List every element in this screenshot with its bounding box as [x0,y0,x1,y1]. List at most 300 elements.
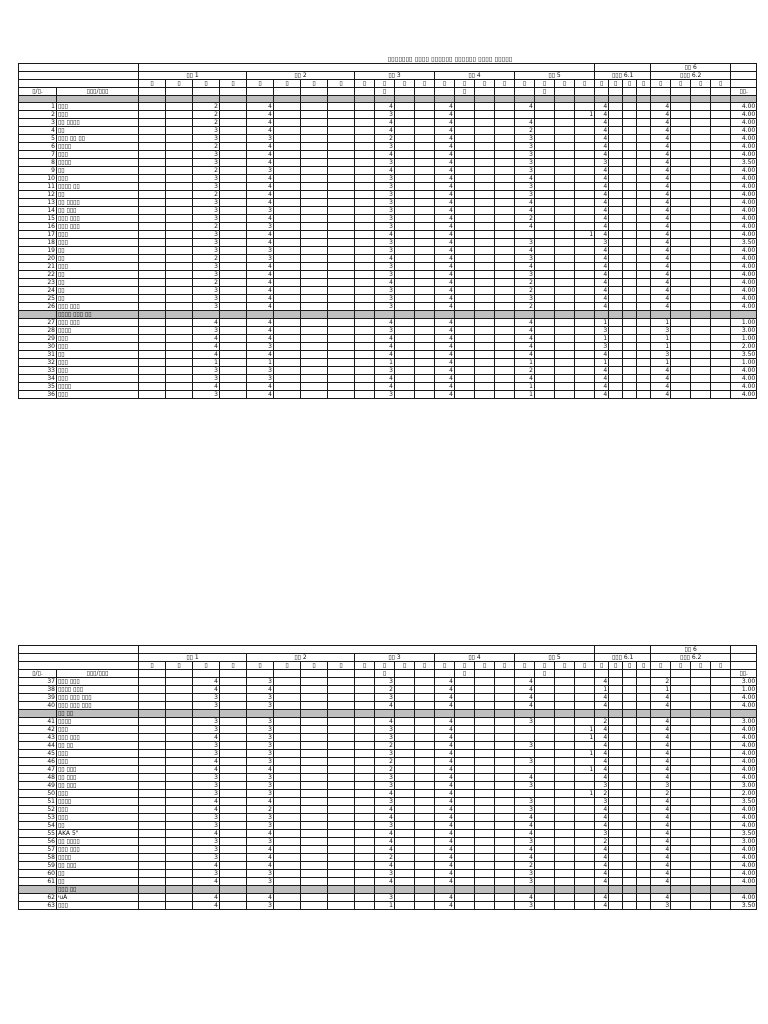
score-cell: 2 [515,127,535,135]
sub-col-box: ▯ [671,662,691,670]
score-cell [555,383,575,391]
sub-col-box: ▯ [637,662,651,670]
score-cell [535,702,555,710]
score-cell [301,726,328,734]
score-cell [575,247,595,255]
score-cell: 3 [375,111,395,119]
score-cell [455,686,475,694]
score-cell [609,279,623,287]
row-average: 4.00 [731,822,757,830]
score-cell [166,263,193,271]
score-cell [691,231,711,239]
score-cell [623,814,637,822]
score-cell [637,143,651,151]
score-cell: 2 [595,790,609,798]
sub-col-box: ▯ [691,662,711,670]
table-row [19,726,757,734]
score-cell: 4 [435,239,455,247]
table-row [19,750,757,758]
score-cell [623,279,637,287]
score-cell [395,782,415,790]
score-cell [220,734,247,742]
score-cell [455,191,475,199]
score-cell: 1 [575,790,595,798]
score-cell [691,327,711,335]
score-cell [671,175,691,183]
row-number: 35 [19,383,57,391]
score-cell [139,327,166,335]
score-cell: 4 [651,271,671,279]
score-cell: 4 [435,694,455,702]
score-cell [166,239,193,247]
score-cell [623,335,637,343]
score-cell: 4 [595,231,609,239]
score-cell [301,742,328,750]
score-cell [495,734,515,742]
table-row [19,854,757,862]
score-cell [575,822,595,830]
row-number: 37 [19,678,57,686]
sub-col-box: ▯ [623,662,637,670]
score-cell [623,806,637,814]
score-cell [475,894,495,902]
sub-col-box: ▯ [455,662,475,670]
col-name-header: ▯▯▯/▯▯▯ [57,670,139,678]
score-cell: 4 [651,726,671,734]
group-header: ▯▯ 3 [355,654,435,662]
row-number: 13 [19,199,57,207]
score-cell [395,702,415,710]
score-cell [301,359,328,367]
score-cell [166,870,193,878]
score-cell [637,878,651,886]
score-cell [274,862,301,870]
row-average: 4.00 [731,694,757,702]
score-cell [691,375,711,383]
score-cell [671,263,691,271]
row-number: 39 [19,694,57,702]
score-cell [609,830,623,838]
score-cell [355,231,375,239]
score-cell [328,830,355,838]
row-number: 15 [19,215,57,223]
score-cell: 4 [435,271,455,279]
score-cell [609,774,623,782]
score-cell: 3 [375,694,395,702]
score-cell [415,223,435,231]
score-cell [301,862,328,870]
score-cell [301,822,328,830]
score-cell [555,686,575,694]
score-cell [166,319,193,327]
score-cell [575,295,595,303]
row-number: 43 [19,734,57,742]
sub-col-box: ▯ [711,80,731,88]
score-cell [220,151,247,159]
score-cell [301,830,328,838]
sub-col-box: ▯ [495,80,515,88]
score-cell [166,191,193,199]
score-cell [671,103,691,111]
row-average: 3.00 [731,718,757,726]
score-cell [495,271,515,279]
score-cell: 4 [515,694,535,702]
score-cell [455,287,475,295]
row-average: 3.50 [731,798,757,806]
score-cell [220,718,247,726]
score-cell [495,742,515,750]
score-cell: 4 [435,231,455,239]
score-cell: 4 [375,702,395,710]
col-marker: ▯ [535,670,555,678]
score-cell [166,862,193,870]
score-cell [274,295,301,303]
score-cell [355,734,375,742]
score-cell: 4 [435,119,455,127]
score-cell [711,375,731,383]
score-cell [475,734,495,742]
score-cell [535,111,555,119]
score-cell [495,383,515,391]
score-cell: 4 [595,391,609,399]
row-average: 4.00 [731,135,757,143]
score-cell [139,806,166,814]
score-cell [555,327,575,335]
score-cell: 3 [515,878,535,886]
table-row [19,191,757,199]
row-number: 60 [19,870,57,878]
score-cell [691,870,711,878]
score-cell [555,351,575,359]
score-cell [301,103,328,111]
score-cell [637,175,651,183]
score-cell [475,790,495,798]
score-cell [711,391,731,399]
score-cell: 4 [435,742,455,750]
table-row [19,678,757,686]
score-cell: 4 [595,854,609,862]
score-cell [415,766,435,774]
score-cell [555,742,575,750]
score-cell [495,343,515,351]
header-blank [495,88,515,96]
score-cell [575,287,595,295]
score-cell: 3 [375,678,395,686]
sub-col-box: ▯ [301,80,328,88]
score-cell [691,383,711,391]
score-cell: 4 [435,814,455,822]
score-cell [355,790,375,798]
score-cell [220,782,247,790]
sub-col-box: ▯ [395,662,415,670]
score-cell: 3 [651,327,671,335]
score-cell [623,327,637,335]
score-cell [671,111,691,119]
header-blank [515,670,535,678]
score-cell: 4 [651,870,671,878]
score-cell [355,183,375,191]
score-cell [328,183,355,191]
score-cell [166,159,193,167]
row-name: ▯▯ [57,271,139,279]
score-cell [415,686,435,694]
score-cell [555,798,575,806]
score-cell: 4 [247,239,274,247]
score-cell [671,766,691,774]
score-cell: 3 [193,263,220,271]
row-name: ▯▯▯▯ [57,383,139,391]
score-cell [671,391,691,399]
score-cell [495,814,515,822]
score-cell: 4 [595,678,609,686]
score-cell: 4 [247,854,274,862]
score-cell: 3 [651,351,671,359]
score-cell [671,359,691,367]
score-cell: 3 [247,782,274,790]
score-cell [623,798,637,806]
score-cell [455,127,475,135]
score-cell [139,383,166,391]
score-cell [711,367,731,375]
score-cell [139,127,166,135]
score-cell: 4 [193,878,220,886]
row-average: 3.50 [731,239,757,247]
score-cell [609,734,623,742]
score-cell [609,111,623,119]
row-number: 7 [19,151,57,159]
score-cell [555,103,575,111]
score-cell: 3 [515,255,535,263]
score-cell [395,806,415,814]
score-cell [395,279,415,287]
score-cell [575,814,595,822]
score-cell: 4 [435,790,455,798]
score-cell [623,894,637,902]
row-name: ▯▯▯ ▯▯▯ [57,319,139,327]
score-cell [355,838,375,846]
score-cell [535,127,555,135]
score-cell [475,319,495,327]
row-number: 9 [19,167,57,175]
score-cell: 4 [435,263,455,271]
score-cell: 4 [375,103,395,111]
score-cell [637,167,651,175]
score-cell [475,806,495,814]
row-number: 20 [19,255,57,263]
score-cell [609,207,623,215]
score-cell [637,758,651,766]
table-row [19,287,757,295]
score-cell [609,870,623,878]
score-cell [555,694,575,702]
score-cell [535,814,555,822]
score-cell [139,894,166,902]
row-average: 3.00 [731,327,757,335]
score-cell [301,143,328,151]
score-cell [711,159,731,167]
score-cell [609,119,623,127]
score-cell [415,335,435,343]
score-cell [623,902,637,910]
score-cell [555,830,575,838]
score-cell: 3 [515,271,535,279]
score-cell [495,846,515,854]
sub6-1-header: ▯▯▯ 6.1 [595,72,651,80]
score-cell [671,319,691,327]
row-average: 4.00 [731,111,757,119]
score-cell: 1 [515,391,535,399]
score-cell: 4 [247,231,274,239]
score-cell [671,686,691,694]
score-cell [139,303,166,311]
score-cell: 4 [595,814,609,822]
score-cell [711,199,731,207]
score-cell [637,159,651,167]
score-cell [220,750,247,758]
score-cell [637,319,651,327]
score-cell [301,782,328,790]
row-average: 3.00 [731,838,757,846]
row-number: 50 [19,790,57,798]
row-name: ▯▯▯ [57,343,139,351]
score-cell [395,718,415,726]
score-cell [355,279,375,287]
score-cell [220,774,247,782]
score-cell [274,159,301,167]
score-cell [328,111,355,119]
score-cell: 3 [247,814,274,822]
score-cell [609,814,623,822]
group6-header: ▯▯ 6 [651,64,731,72]
table-row [19,119,757,127]
score-cell: 4 [595,255,609,263]
score-cell [475,359,495,367]
score-cell [355,111,375,119]
table-row [19,375,757,383]
score-cell [535,103,555,111]
score-cell [139,814,166,822]
score-cell [455,319,475,327]
sub-col-box: ▯ [193,662,220,670]
score-cell [575,854,595,862]
table-row [19,159,757,167]
score-cell [609,159,623,167]
score-cell: 3 [375,223,395,231]
score-cell: 2 [515,287,535,295]
score-cell [415,175,435,183]
score-cell [555,151,575,159]
score-cell [455,279,475,287]
score-cell [415,790,435,798]
row-name: ▯▯ [57,127,139,135]
score-cell: 3 [193,694,220,702]
score-cell [455,167,475,175]
score-cell [220,798,247,806]
score-cell [495,806,515,814]
score-cell [475,375,495,383]
score-cell [415,359,435,367]
score-cell [328,694,355,702]
row-name: ▯▯ [57,255,139,263]
score-cell [637,151,651,159]
col-avg-header: ▯▯. [731,88,757,96]
score-cell [671,207,691,215]
score-cell: 4 [651,103,671,111]
score-cell [691,718,711,726]
score-cell [555,726,575,734]
score-cell [711,870,731,878]
score-cell [711,814,731,822]
row-name: ▯▯ ▯▯▯▯ [57,199,139,207]
score-cell: 3 [375,726,395,734]
score-cell [609,766,623,774]
score-cell [415,822,435,830]
score-cell [495,335,515,343]
lower-data-table [18,645,757,910]
score-cell [711,351,731,359]
score-cell [575,127,595,135]
table-row [19,327,757,335]
score-cell [637,742,651,750]
score-cell [139,175,166,183]
score-cell [415,726,435,734]
sub-col-box: ▯ [609,662,623,670]
score-cell [166,367,193,375]
score-cell [166,782,193,790]
score-cell [495,750,515,758]
score-cell [301,383,328,391]
score-cell: 2 [595,718,609,726]
score-cell [139,295,166,303]
score-cell: 3 [515,167,535,175]
score-cell [671,375,691,383]
score-cell [691,279,711,287]
score-cell [301,774,328,782]
score-cell [455,303,475,311]
upper-data-table [18,63,757,399]
row-name: ▯▯▯ ▯▯ ▯▯ [57,135,139,143]
score-cell [328,271,355,279]
score-cell [355,718,375,726]
score-cell [139,854,166,862]
score-cell [274,175,301,183]
score-cell [220,814,247,822]
score-cell: 4 [651,111,671,119]
score-cell [475,758,495,766]
score-cell [637,694,651,702]
score-cell [535,271,555,279]
score-cell: 4 [651,838,671,846]
score-cell [495,391,515,399]
score-cell [220,351,247,359]
row-average: 4.00 [731,758,757,766]
score-cell [555,870,575,878]
score-cell [475,702,495,710]
score-cell [455,359,475,367]
score-cell [415,383,435,391]
score-cell: 3 [375,207,395,215]
score-cell [671,790,691,798]
score-cell [535,303,555,311]
score-cell [455,119,475,127]
score-cell [671,806,691,814]
score-cell [691,742,711,750]
sheet-title: ▯▯▯▯▯▯▯ ▯▯▯▯ ▯▯▯▯▯▯ ▯▯▯▯▯▯ ▯▯▯▯ ▯▯▯▯▯ [387,55,513,63]
score-cell [575,263,595,271]
score-cell [711,830,731,838]
score-cell [623,391,637,399]
score-cell: 4 [435,806,455,814]
